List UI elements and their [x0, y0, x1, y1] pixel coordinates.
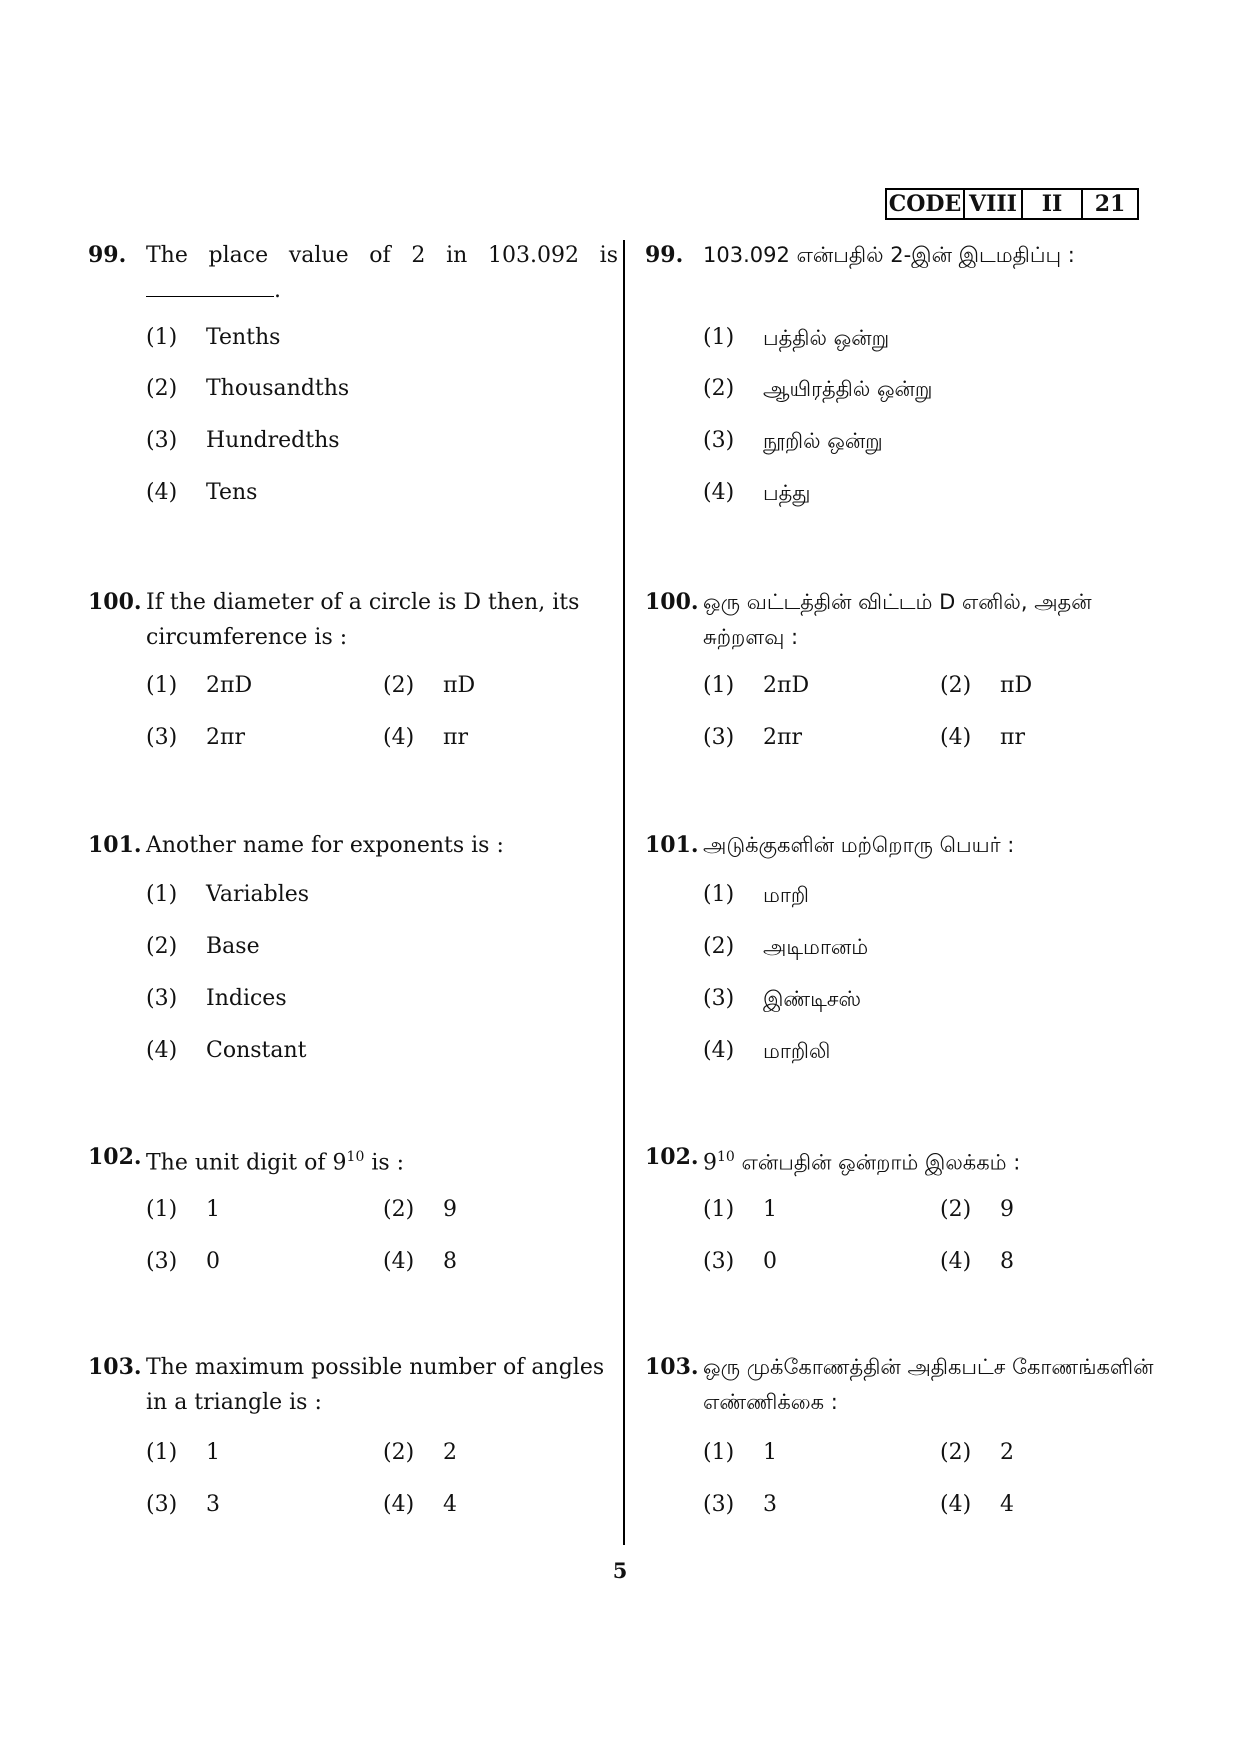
option: (2) Thousandths: [146, 376, 350, 401]
question-text: ஒரு வட்டத்தின் விட்டம் D எனில், அதன் சுற்றளவு :: [703, 590, 1092, 649]
question-text: அடுக்குகளின் மற்றொரு பெயர் :: [703, 833, 1015, 857]
question-99-en: [88, 238, 618, 308]
question-100-ta: [645, 585, 1175, 655]
option: (2) Base: [146, 934, 260, 959]
option: (2) ஆயிரத்தில் ஒன்று: [703, 376, 933, 401]
question-102-ta: [645, 1140, 1175, 1180]
question-text: If the diameter of a circle is D then, its circumference is :: [146, 590, 580, 650]
column-divider: [623, 240, 625, 1545]
question-101-ta: [645, 828, 1175, 863]
question-number: 102.: [88, 1144, 142, 1170]
option: (1) Tenths: [146, 325, 281, 350]
option: (4) Tens: [146, 480, 258, 505]
option: (2) πD: [383, 673, 476, 698]
paper-code: II: [1023, 190, 1083, 218]
option: (4) 8: [940, 1249, 1014, 1274]
class-code: VIII: [965, 190, 1023, 218]
option: (4) மாறிலி: [703, 1038, 831, 1063]
option: (1) 1: [703, 1440, 777, 1465]
question-number: 100.: [88, 589, 142, 615]
option: (1) மாறி: [703, 882, 809, 907]
answer-blank: [146, 274, 274, 297]
option: (3) 2πr: [146, 725, 245, 750]
question-number: 101.: [645, 832, 699, 858]
option: (1) 2πD: [703, 673, 810, 698]
option: (2) 9: [383, 1197, 457, 1222]
page-number: 5: [612, 1558, 628, 1583]
option: (2) 2: [940, 1440, 1014, 1465]
tamil-column: [645, 0, 1175, 1755]
option: (3) Indices: [146, 986, 287, 1011]
option: (4) பத்து: [703, 480, 811, 505]
option: (3) 0: [146, 1249, 220, 1274]
question-103-en: [88, 1350, 618, 1420]
option: (3) 2πr: [703, 725, 802, 750]
option: (4) πr: [940, 725, 1025, 750]
question-number: 99.: [645, 242, 684, 268]
option: (2) 9: [940, 1197, 1014, 1222]
option: (1) பத்தில் ஒன்று: [703, 325, 890, 350]
option: (1) 1: [146, 1197, 220, 1222]
option: (3) 3: [146, 1492, 220, 1517]
option: (1) 2πD: [146, 673, 253, 698]
option: (1) 1: [703, 1197, 777, 1222]
question-text: ஒரு முக்கோணத்தின் அதிகபட்ச கோணங்களின் எண்ணிக்கை :: [703, 1355, 1154, 1414]
option: (2) πD: [940, 673, 1033, 698]
question-number: 103.: [88, 1354, 142, 1380]
question-103-ta: [645, 1350, 1175, 1420]
question-number: 100.: [645, 589, 699, 615]
option: (4) Constant: [146, 1038, 307, 1063]
question-number: 101.: [88, 832, 142, 858]
question-text: 103.092 என்பதில் 2-இன் இடமதிப்பு :: [703, 243, 1075, 267]
option: (2) அடிமானம்: [703, 934, 869, 959]
question-99-ta: [645, 238, 1175, 273]
option: (4) 4: [940, 1492, 1014, 1517]
option: (3) 3: [703, 1492, 777, 1517]
option: (1) 1: [146, 1440, 220, 1465]
option: (4) 8: [383, 1249, 457, 1274]
question-number: 103.: [645, 1354, 699, 1380]
option: (4) πr: [383, 725, 468, 750]
question-text: The unit digit of $9^{10}$ is :: [146, 1149, 405, 1176]
option: (3) 0: [703, 1249, 777, 1274]
question-text: Another name for exponents is :: [146, 833, 504, 858]
english-column: [88, 0, 618, 1755]
code-label: CODE: [887, 190, 965, 218]
question-text: The maximum possible number of angles in a triangle is :: [146, 1355, 605, 1415]
question-100-en: [88, 585, 618, 655]
question-text: The place value of 2 in 103.092 is .: [146, 243, 618, 303]
option: (1) Variables: [146, 882, 310, 907]
option: (2) 2: [383, 1440, 457, 1465]
question-number: 99.: [88, 242, 127, 268]
series-code: 21: [1094, 191, 1126, 217]
option: (3) நூறில் ஒன்று: [703, 428, 883, 453]
question-102-en: [88, 1140, 618, 1180]
option: (4) 4: [383, 1492, 457, 1517]
option: (3) இண்டிசஸ்: [703, 986, 862, 1011]
option: (3) Hundredths: [146, 428, 340, 453]
question-number: 102.: [645, 1144, 699, 1170]
question-101-en: [88, 828, 618, 863]
question-text: $9^{10}$ என்பதின் ஒன்றாம் இலக்கம் :: [703, 1149, 1021, 1176]
